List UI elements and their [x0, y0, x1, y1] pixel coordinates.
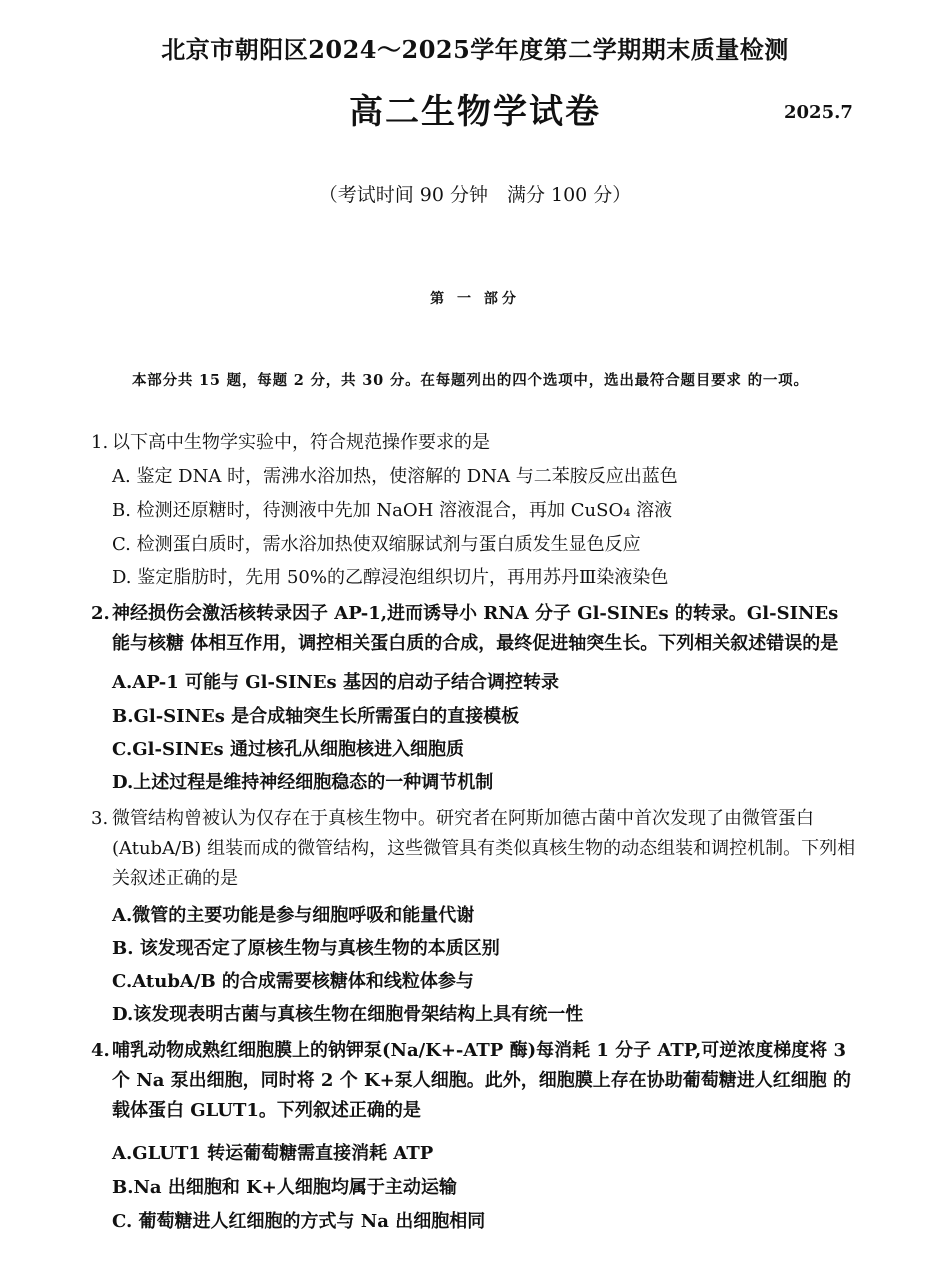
question-3-option-c: C.AtubA/B 的合成需要核糖体和线粒体参与 — [112, 971, 474, 992]
question-number: 3. — [91, 808, 109, 829]
question-2-option-c: C.Gl-SINEs 通过核孔从细胞核进入细胞质 — [112, 739, 464, 760]
question-3-stem — [91, 804, 859, 894]
question-2-stem — [91, 599, 859, 659]
question-number: 4. — [91, 1040, 110, 1061]
question-text: 神经损伤会激活核转录因子 AP-1,进而诱导小 RNA 分子 Gl-SINEs 的转录。Gl-SINEs 能与核糖 体相互作用，调控相关蛋白质的合成，最终促进轴突生长。下列相关叙述错误的是 — [112, 603, 839, 654]
question-1-option-b: B. 检测还原糖时，待测液中先加 NaOH 溶液混合，再加 CuSO₄ 溶液 — [112, 500, 673, 521]
exam-duration-score: （考试时间 90 分钟 满分 100 分） — [318, 184, 632, 206]
question-4-option-a: A.GLUT1 转运葡萄糖需直接消耗 ATP — [112, 1143, 434, 1164]
paper-title: 高二生物学试卷 — [349, 92, 601, 132]
question-4-stem — [91, 1036, 859, 1126]
question-1-option-a: A. 鉴定 DNA 时，需沸水浴加热，使溶解的 DNA 与二苯胺反应出蓝色 — [112, 466, 678, 487]
question-text: 以下高中生物学实验中，符合规范操作要求的是 — [112, 432, 490, 453]
question-4-option-b: B.Na 出细胞和 K+人细胞均属于主动运输 — [112, 1177, 457, 1198]
question-2-option-d: D.上述过程是维持神经细胞稳态的一种调节机制 — [112, 772, 494, 793]
part-instructions: 本部分共 15 题，每题 2 分，共 30 分。在每题列出的四个选项中，选出最符合题目要求 的一项。 — [132, 372, 809, 389]
question-text: 哺乳动物成熟红细胞膜上的钠钾泵(Na/K+-ATP 酶)每消耗 1 分子 ATP,可逆浓度梯度将 3 个 Na 泵出细胞，同时将 2 个 K+泵人细胞。此外，细胞膜上存在协助葡萄糖进人红细胞 的载体蛋白 GLUT1。下列叙述正确的是 — [112, 1040, 851, 1121]
question-3-option-d: D.该发现表明古菌与真核生物在细胞骨架结构上具有统一性 — [112, 1004, 584, 1025]
question-4-option-c: C. 葡萄糖进人红细胞的方式与 Na 出细胞相同 — [112, 1211, 486, 1232]
question-3-option-b: B. 该发现否定了原核生物与真核生物的本质区别 — [112, 938, 500, 959]
question-3-option-a: A.微管的主要功能是参与细胞呼吸和能量代谢 — [112, 905, 475, 926]
question-number: 1. — [91, 432, 109, 453]
question-1-stem — [91, 428, 859, 458]
question-text: 微管结构曾被认为仅存在于真核生物中。研究者在阿斯加德古菌中首次发现了由微管蛋白(AtubA/B) 组装而成的微管结构，这些微管具有类似真核生物的动态组装和调控机制。下列相关叙述正确的是 — [112, 808, 856, 889]
question-1-option-d: D. 鉴定脂肪时，先用 50%的乙醇浸泡组织切片，再用苏丹Ⅲ染液染色 — [112, 567, 669, 588]
question-number: 2. — [91, 603, 110, 624]
question-2-option-a: A.AP-1 可能与 Gl-SINEs 基因的启动子结合调控转录 — [112, 672, 559, 693]
question-2-option-b: B.Gl-SINEs 是合成轴突生长所需蛋白的直接模板 — [112, 706, 520, 727]
part-title: 第 一 部分 — [430, 291, 520, 307]
question-1-option-c: C. 检测蛋白质时，需水浴加热使双缩脲试剂与蛋白质发生显色反应 — [112, 534, 641, 555]
school-exam-title: 北京市朝阳区2024～2025学年度第二学期期末质量检测 — [161, 35, 789, 64]
exam-date: 2025.7 — [784, 102, 853, 123]
